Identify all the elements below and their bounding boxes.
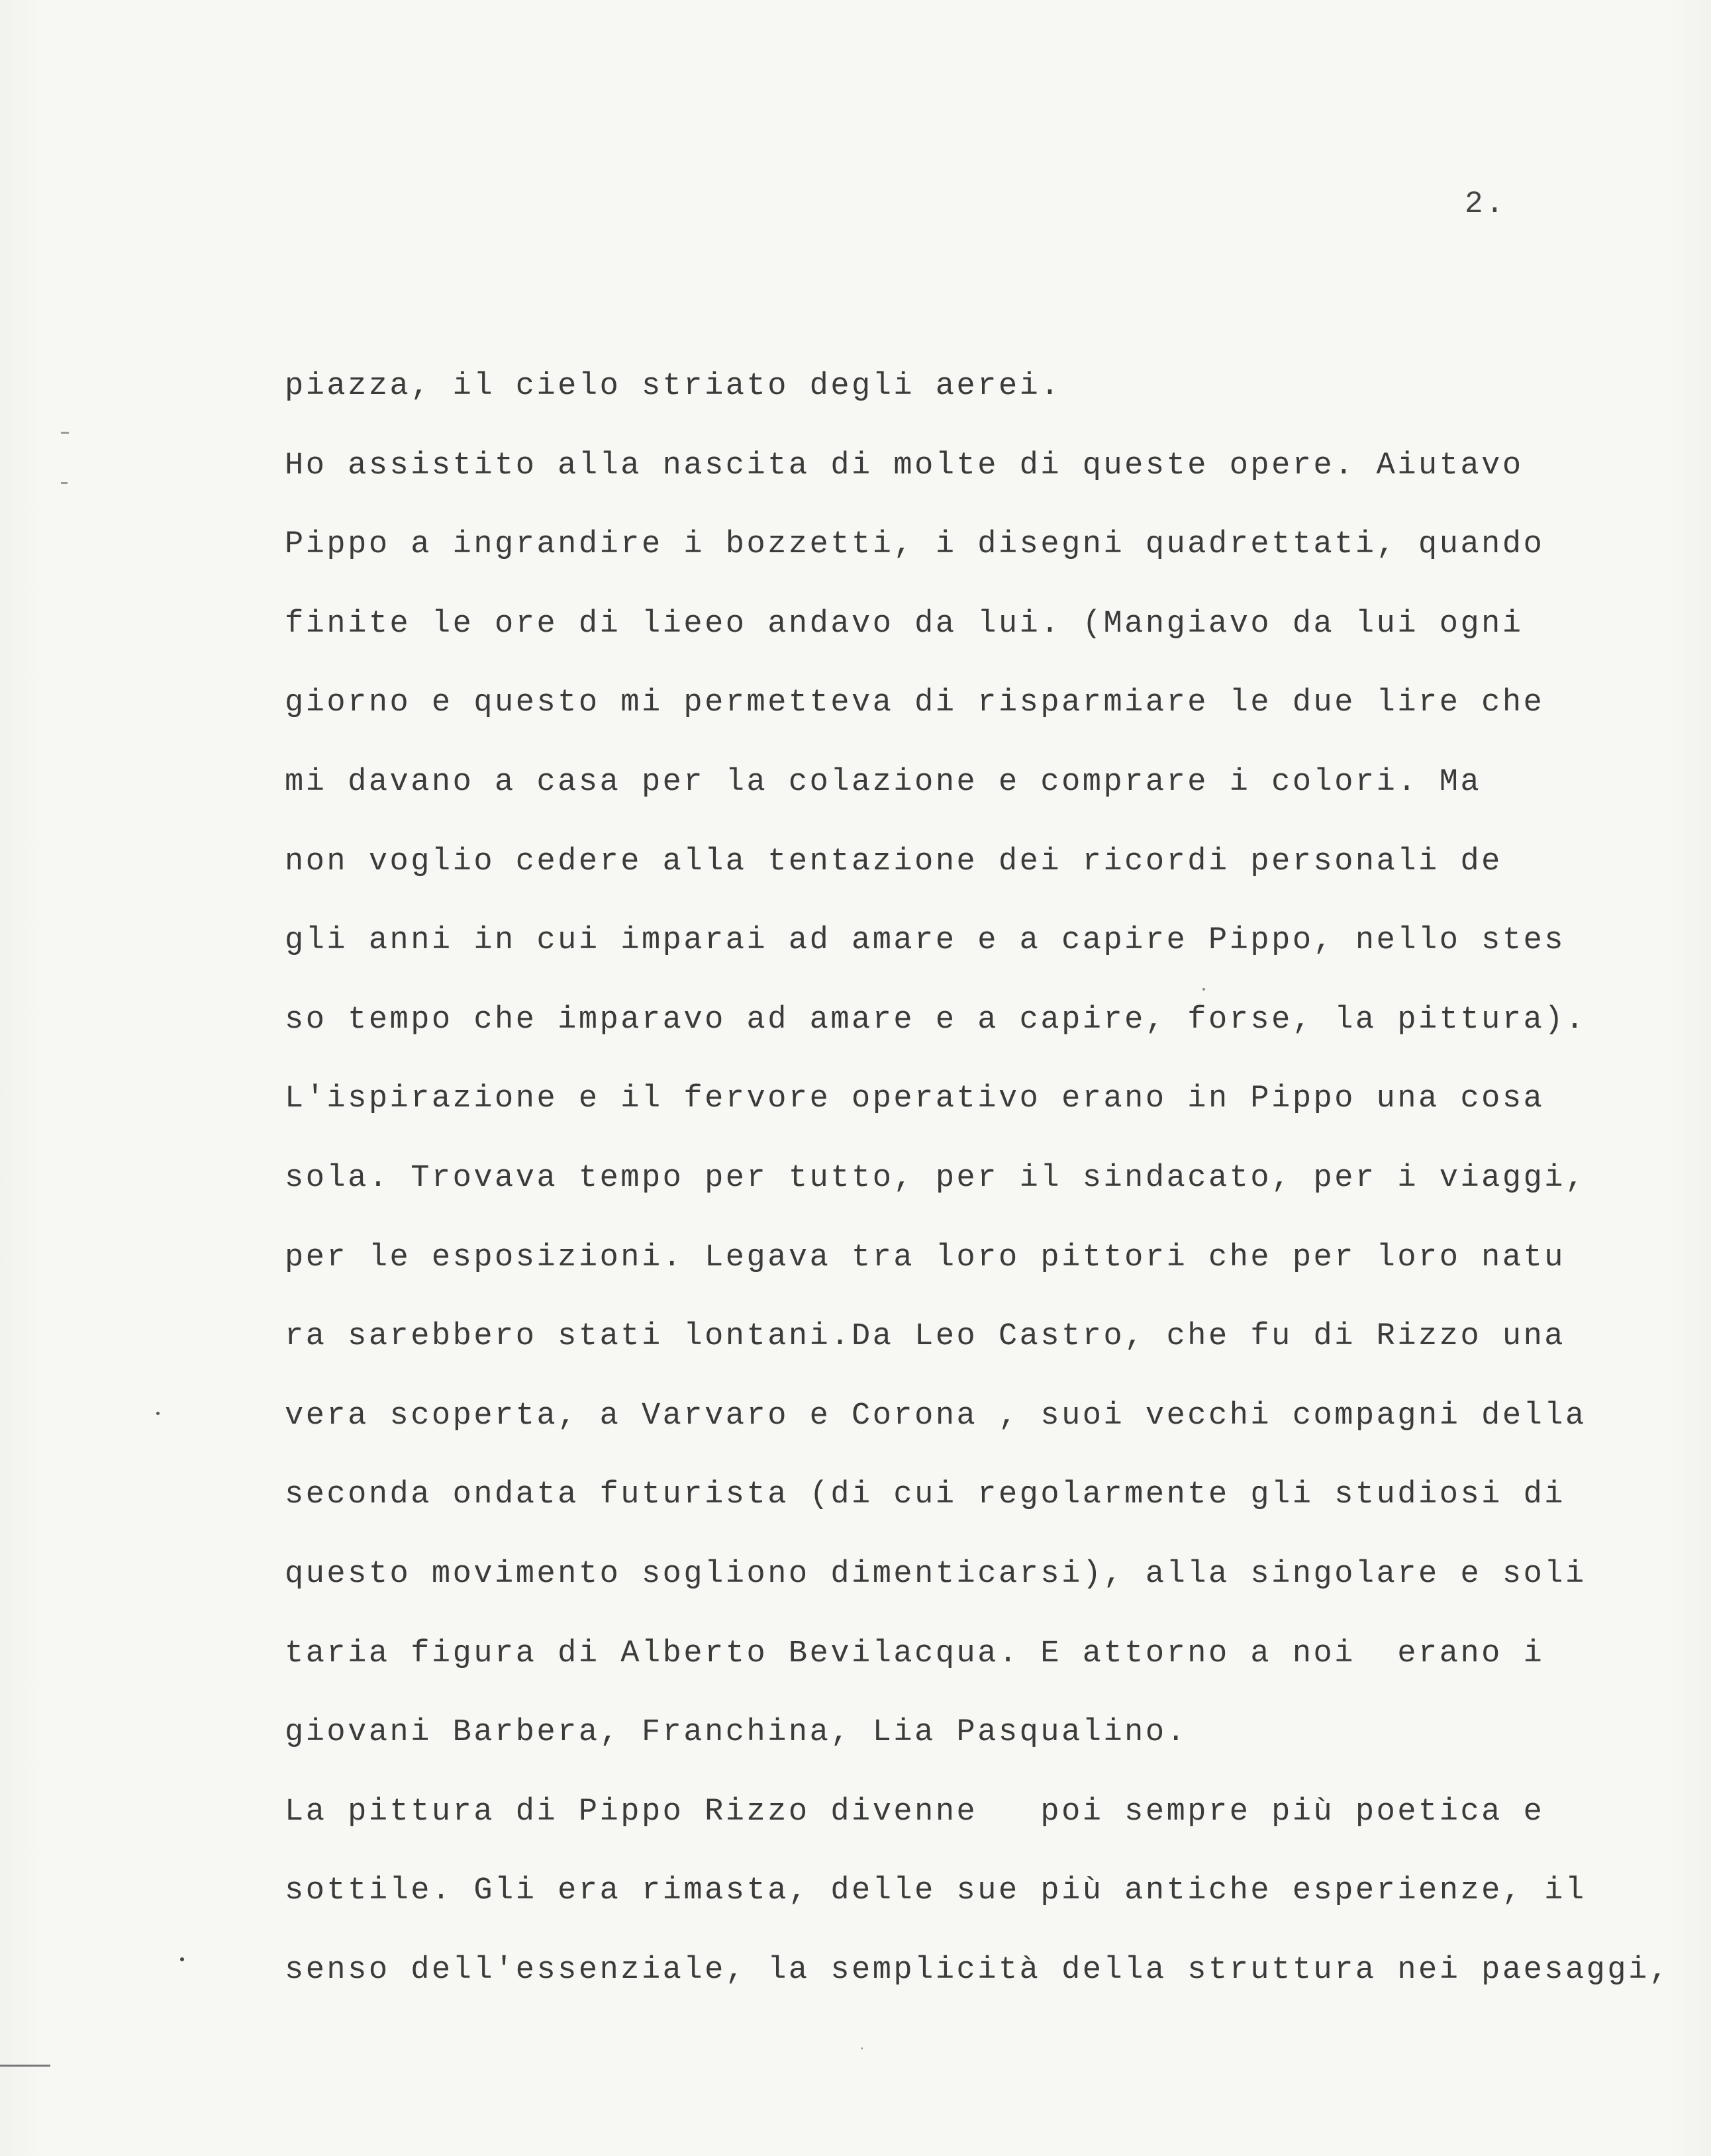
margin-mark xyxy=(61,482,68,484)
text-line: per le esposizioni. Legava tra loro pittori che per loro natu xyxy=(285,1240,1565,1275)
text-line: giovani Barbera, Franchina, Lia Pasqualino. xyxy=(285,1715,1188,1751)
text-line: non voglio cedere alla tentazione dei ricordi personali de xyxy=(285,844,1502,879)
text-line: gli anni in cui imparai ad amare e a capire Pippo, nello stes xyxy=(285,923,1565,959)
text-line: mi davano a casa per la colazione e comprare i colori. Ma xyxy=(285,764,1482,800)
margin-mark xyxy=(61,432,69,434)
text-line: questo movimento sogliono dimenticarsi), alla singolare e soli xyxy=(285,1556,1587,1592)
text-line: finite le ore di lieeo andavo da lui. (Mangiavo da lui ogni xyxy=(285,606,1524,642)
text-line: ra sarebbero stati lontani.Da Leo Castro, che fu di Rizzo una xyxy=(285,1319,1565,1355)
text-line: Pippo a ingrandire i bozzetti, i disegni quadrettati, quando xyxy=(285,527,1545,563)
text-line: sottile. Gli era rimasta, delle sue più antiche esperienze, il xyxy=(285,1873,1587,1909)
text-line: piazza, il cielo striato degli aerei. xyxy=(285,369,1062,404)
margin-line xyxy=(0,2065,50,2067)
paper-speck xyxy=(861,2047,863,2049)
text-line: taria figura di Alberto Bevilacqua. E attorno a noi erano i xyxy=(285,1636,1545,1671)
text-line: La pittura di Pippo Rizzo divenne poi sempre più poetica e xyxy=(285,1794,1545,1830)
text-line: so tempo che imparavo ad amare e a capire, forse, la pittura). xyxy=(285,1002,1587,1038)
text-line: giorno e questo mi permetteva di risparmiare le due lire che xyxy=(285,685,1545,721)
margin-dot xyxy=(156,1412,160,1415)
text-line: L'ispirazione e il fervore operativo erano in Pippo una cosa xyxy=(285,1081,1545,1117)
margin-dot xyxy=(180,1957,184,1961)
text-line: senso dell'essenziale, la semplicità della struttura nei paesaggi, xyxy=(285,1952,1671,1988)
text-line: seconda ondata futurista (di cui regolarmente gli studiosi di xyxy=(285,1477,1565,1513)
text-line: vera scoperta, a Varvaro e Corona , suoi vecchi compagni della xyxy=(285,1398,1587,1434)
page-number: 2. xyxy=(1465,187,1507,221)
text-line: Ho assistito alla nascita di molte di queste opere. Aiutavo xyxy=(285,448,1524,483)
body-text xyxy=(285,368,1671,2031)
text-line: sola. Trovava tempo per tutto, per il sindacato, per i viaggi, xyxy=(285,1160,1587,1196)
